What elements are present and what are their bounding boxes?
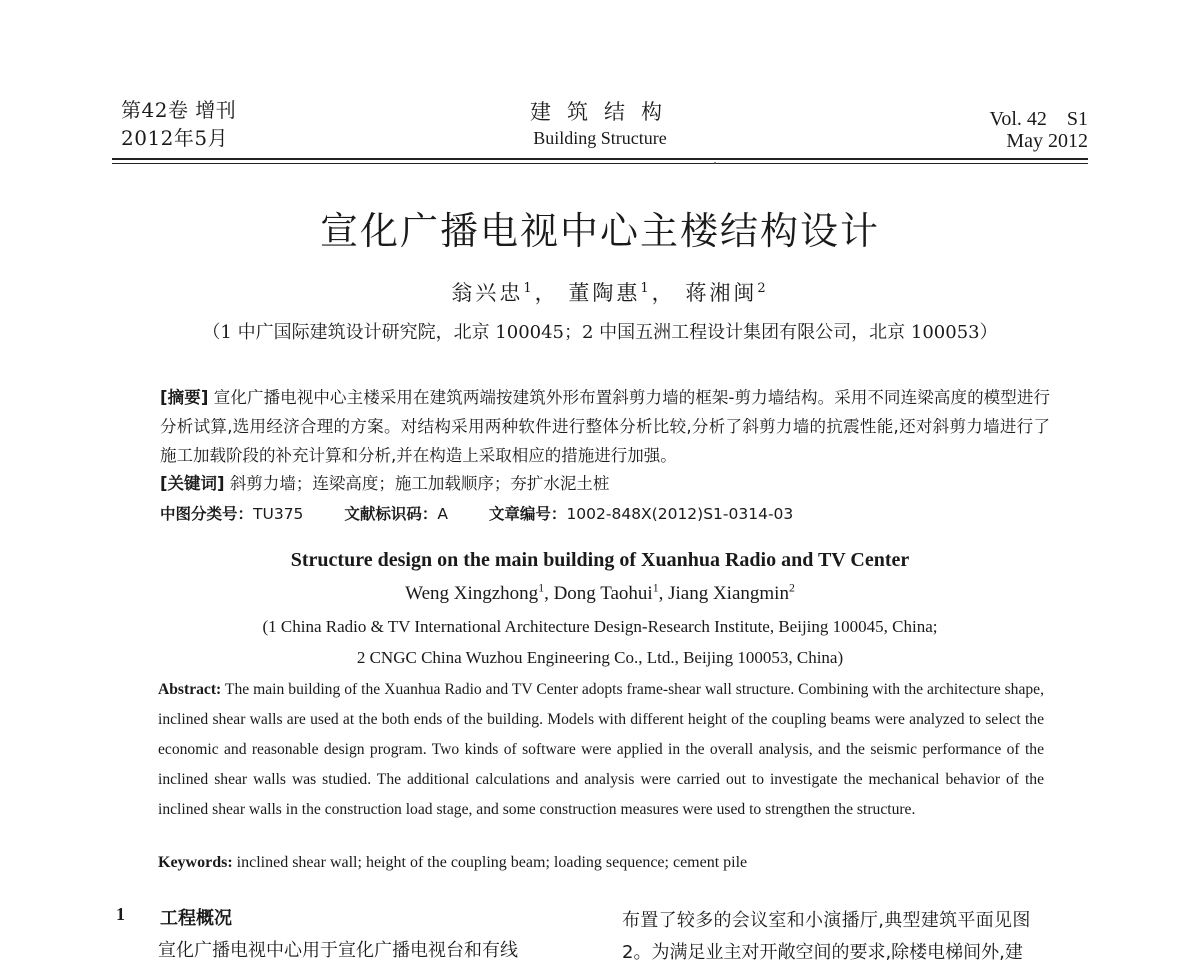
- date-cn: 2012年5月: [121, 126, 229, 150]
- author-en: Weng Xingzhong: [405, 583, 539, 604]
- abstract-en-label: Abstract:: [158, 681, 222, 698]
- authors-cn: 翁兴忠$^1$， 董陶惠$^1$， 蒋湘闽$^2$: [451, 281, 769, 305]
- header-rule-thin: [112, 163, 1088, 164]
- journal-title-en: Building Structure: [533, 128, 667, 148]
- clc-value: TU375: [253, 505, 304, 523]
- author-aff: 2: [757, 281, 769, 296]
- paper-title-en: Structure design on the main building of Xuanhua Radio and TV Center: [290, 549, 910, 571]
- volume-en: Vol. 42 S1: [989, 108, 1088, 130]
- abstract-en-text: The main building of the Xuanhua Radio and TV Center adopts frame-shear wall structure. Combining with the architecture shape, inclined shear walls are used at the both ends of the building. Models with different height of the coupling beams were analyzed to select the economic and reasonable design program. Two kinds of software were applied in the overall analysis, and the seismic performance of the inclined shear walls was studied. The additional calculations and analysis were carried out to investigate the mechanical behavior of the inclined shear walls in the construction load stage, and some construction measures were used to strengthen the structure.: [158, 681, 1044, 818]
- journal-title-cn: 建筑结构: [530, 100, 678, 124]
- abstract-cn-label: [摘要]: [160, 388, 209, 407]
- keywords-cn: [160, 470, 609, 494]
- date-en: May 2012: [1006, 130, 1088, 152]
- author-aff: 1: [652, 581, 659, 595]
- author-en: Jiang Xiangmin: [668, 583, 789, 604]
- scan-speck: [714, 162, 716, 164]
- volume-cn: 第42卷 增刊: [121, 98, 237, 122]
- authors-en: Weng Xingzhong$^1$, Dong Taohui$^1$, Jiang Xiangmin$^2$: [405, 581, 795, 604]
- clc-label: 中图分类号：: [160, 505, 254, 523]
- body-text-right-2: 2。为满足业主对开敞空间的要求,除楼电梯间外,建: [622, 942, 1023, 963]
- abstract-en: [158, 675, 1044, 825]
- doc-code-label: 文献标识码：: [344, 505, 438, 523]
- keywords-en: [158, 854, 747, 872]
- header-rule-thick: [112, 158, 1088, 160]
- article-no-label: 文章编号：: [488, 505, 567, 523]
- section-number: 1: [116, 904, 125, 924]
- abstract-cn: [160, 383, 1050, 470]
- keywords-cn-label: [关键词]: [160, 474, 225, 493]
- keywords-cn-text: 斜剪力墙；连梁高度；施工加载顺序；夯扩水泥土桩: [229, 474, 610, 493]
- classification-row: [160, 502, 829, 524]
- author-en: Dong Taohui: [553, 583, 653, 604]
- paper-title-cn: 宣化广播电视中心主楼结构设计: [319, 209, 880, 253]
- author-aff: 1: [523, 281, 535, 296]
- author-cn: 翁兴忠: [451, 281, 524, 305]
- doc-code-value: A: [437, 505, 448, 523]
- author-aff: 1: [640, 281, 652, 296]
- author-aff: 1: [538, 581, 545, 595]
- keywords-en-label: Keywords:: [158, 854, 233, 871]
- abstract-cn-text: 宣化广播电视中心主楼采用在建筑两端按建筑外形布置斜剪力墙的框架-剪力墙结构。采用不同连梁高度的模型进行分析试算,选用经济合理的方案。对结构采用两种软件进行整体分析比较,分析了斜剪力墙的抗震性能,还对斜剪力墙进行了施工加载阶段的补充计算和分析,并在构造上采取相应的措施进行加强。: [160, 388, 1050, 465]
- author-cn: 蒋湘闽: [685, 281, 758, 305]
- affiliation-cn: （1 中广国际建筑设计研究院，北京 100045；2 中国五洲工程设计集团有限公司，北京 100053）: [202, 322, 998, 343]
- body-text-right-1: 布置了较多的会议室和小演播厅,典型建筑平面见图: [622, 910, 1031, 931]
- affiliation-en-1: (1 China Radio & TV International Architecture Design-Research Institute, Beijing 100045, China;: [262, 617, 938, 636]
- author-cn: 董陶惠: [568, 281, 641, 305]
- section-title: 工程概况: [160, 908, 232, 929]
- author-aff: 2: [788, 581, 795, 595]
- article-no-value: 1002-848X(2012)S1-0314-03: [566, 505, 794, 523]
- affiliation-en-2: 2 CNGC China Wuzhou Engineering Co., Ltd., Beijing 100053, China): [356, 648, 844, 667]
- keywords-en-text: inclined shear wall; height of the coupling beam; loading sequence; cement pile: [236, 854, 748, 871]
- body-text-left: 宣化广播电视中心用于宣化广播电视台和有线: [158, 940, 518, 961]
